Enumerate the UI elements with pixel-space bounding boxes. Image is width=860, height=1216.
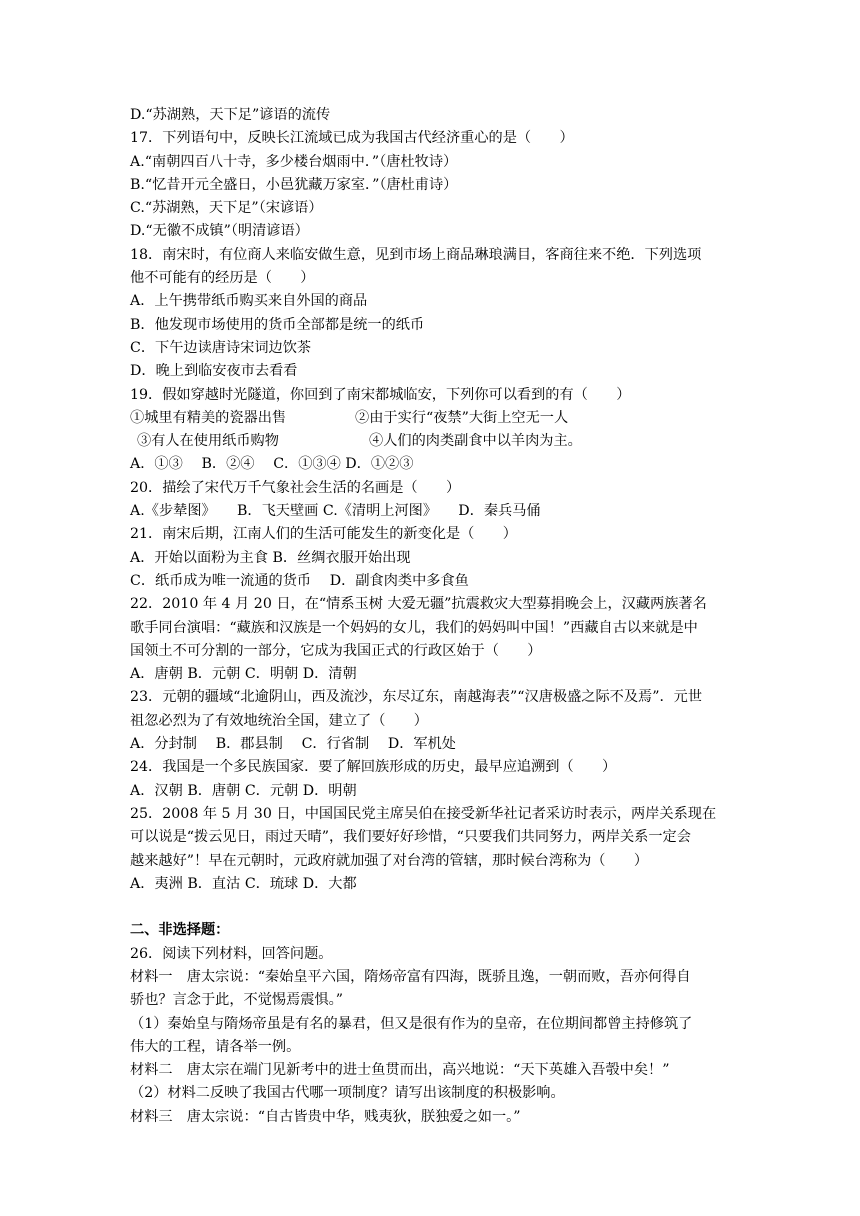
option-line: A．唐朝 B．元朝 C．明朝 D．清朝 (130, 666, 357, 683)
option-line: C．下午边读唐诗宋词边饮茶 (130, 339, 312, 356)
q19-options-row-2 (130, 430, 740, 453)
sub-question-2: （2）材料二反映了我国古代哪一项制度？请写出该制度的积极影响。 (130, 1085, 565, 1102)
question-18: 18．南宋时，有位商人来临安做生意，见到市场上商品琳琅满目，客商往来不绝．下列选项 (130, 246, 702, 263)
question-17: 17．下列语句中，反映长江流域已成为我国古代经济重心的是（ ） (130, 130, 574, 147)
question-20: 20．描绘了宋代万千气象社会生活的名画是（ ） (130, 479, 461, 496)
question-25: 25．2008 年 5 月 30 日，中国国民党主席吴伯在接受新华社记者采访时表示，两岸关系现在 (130, 805, 717, 822)
question-23: 23．元朝的疆域“北逾阴山，西及流沙，东尽辽东，南越海表”“汉唐极盛之际不及焉”．元世 (130, 689, 703, 706)
q19-option-2: ②由于实行“夜禁”大街上空无一人 (355, 409, 569, 426)
question-21: 21．南宋后期，江南人们的生活可能发生的新变化是（ ） (130, 526, 517, 543)
q19-option-3: ③有人在使用纸币购物 (137, 433, 279, 450)
option-line: C.“苏湖熟，天下足”（宋谚语） (130, 200, 323, 217)
q19-options-row-1 (130, 407, 740, 430)
option-line: B．他发现市场使用的货币全部都是统一的纸币 (130, 316, 425, 333)
option-line: A．开始以面粉为主食 B．丝绸衣服开始出现 (130, 549, 411, 566)
section-title: 二、非选择题： (130, 922, 230, 939)
q19-option-1: ①城里有精美的瓷器出售 (130, 409, 287, 426)
question-22-cont: 歌手同台演唱：“藏族和汉族是一个妈妈的女儿，我们的妈妈叫中国！”西藏自古以来就是中 (130, 619, 698, 636)
material-3: 材料三 唐太宗说：“自古皆贵中华，贱夷狄，朕独爱之如一。” (130, 1108, 521, 1125)
sub-question-1: （1）秦始皇与隋炀帝虽是有名的暴君，但又是很有作为的皇帝，在位期间都曾主持修筑了 (130, 1015, 693, 1032)
material-1-cont: 骄也？言念于此，不觉惕焉震惧。” (130, 992, 343, 1009)
q19-answers: A．①③ B．②④ C．①③④ D．①②③ (130, 456, 414, 473)
question-22-cont: 国领土不可分割的一部分，它成为我国正式的行政区始于（ ） (130, 642, 542, 659)
question-22: 22．2010 年 4 月 20 日，在“情系玉树 大爱无疆”抗震救灾大型募捐晚会上，汉藏两族著名 (130, 596, 707, 613)
material-1: 材料一 唐太宗说：“秦始皇平六国，隋炀帝富有四海，既骄且逸，一朝而败，吾亦何得自 (130, 968, 691, 985)
question-19: 19．假如穿越时光隧道，你回到了南宋都城临安，下列你可以看到的有（ ） (130, 386, 631, 403)
q19-option-4: ④人们的肉类副食中以羊肉为主。 (369, 433, 582, 450)
option-line: A．夷洲 B．直沽 C．琉球 D．大都 (130, 875, 357, 892)
exam-content (130, 104, 740, 1129)
option-line: C．纸币成为唯一流通的货币 D．副食肉类中多食鱼 (130, 572, 469, 589)
option-line: D.“无徽不成镇”（明清谚语） (130, 223, 309, 240)
option-line: B.“忆昔开元全盛日，小邑犹藏万家室．”（唐杜甫诗） (130, 176, 458, 193)
sub-question-1-cont: 伟大的工程，请各举一例。 (130, 1038, 301, 1055)
material-2: 材料二 唐太宗在端门见新考中的进士鱼贯而出，高兴地说：“天下英雄入吾彀中矣！” (130, 1062, 670, 1079)
option-line: A.“南朝四百八十寺，多少楼台烟雨中．”（唐杜牧诗） (130, 153, 458, 170)
question-24: 24．我国是一个多民族国家．要了解回族形成的历史，最早应追溯到（ ） (130, 759, 617, 776)
question-18-cont: 他不可能有的经历是（ ） (130, 270, 315, 287)
question-25-cont: 越来越好”！早在元朝时，元政府就加强了对台湾的管辖，那时候台湾称为（ ） (130, 852, 649, 869)
option-line: A．汉朝 B．唐朝 C．元朝 D．明朝 (130, 782, 357, 799)
option-line: A．分封制 B．郡县制 C．行省制 D．军机处 (130, 736, 456, 753)
text-line: D.“苏湖熟，天下足”谚语的流传 (130, 107, 331, 123)
question-26: 26．阅读下列材料，回答问题。 (130, 945, 333, 962)
option-line: A．上午携带纸币购买来自外国的商品 (130, 293, 368, 310)
option-line: A.《步辇图》 B．飞天壁画 C.《清明上河图》 D．秦兵马俑 (130, 503, 541, 520)
spacer (130, 896, 740, 919)
question-25-cont: 可以说是“拨云见日，雨过天晴”，我们要好好珍惜，“只要我们共同努力，两岸关系一定会 (130, 829, 691, 846)
option-line: D．晚上到临安夜市去看看 (130, 363, 298, 380)
question-23-cont: 祖忽必烈为了有效地统治全国，建立了（ ） (130, 712, 428, 729)
